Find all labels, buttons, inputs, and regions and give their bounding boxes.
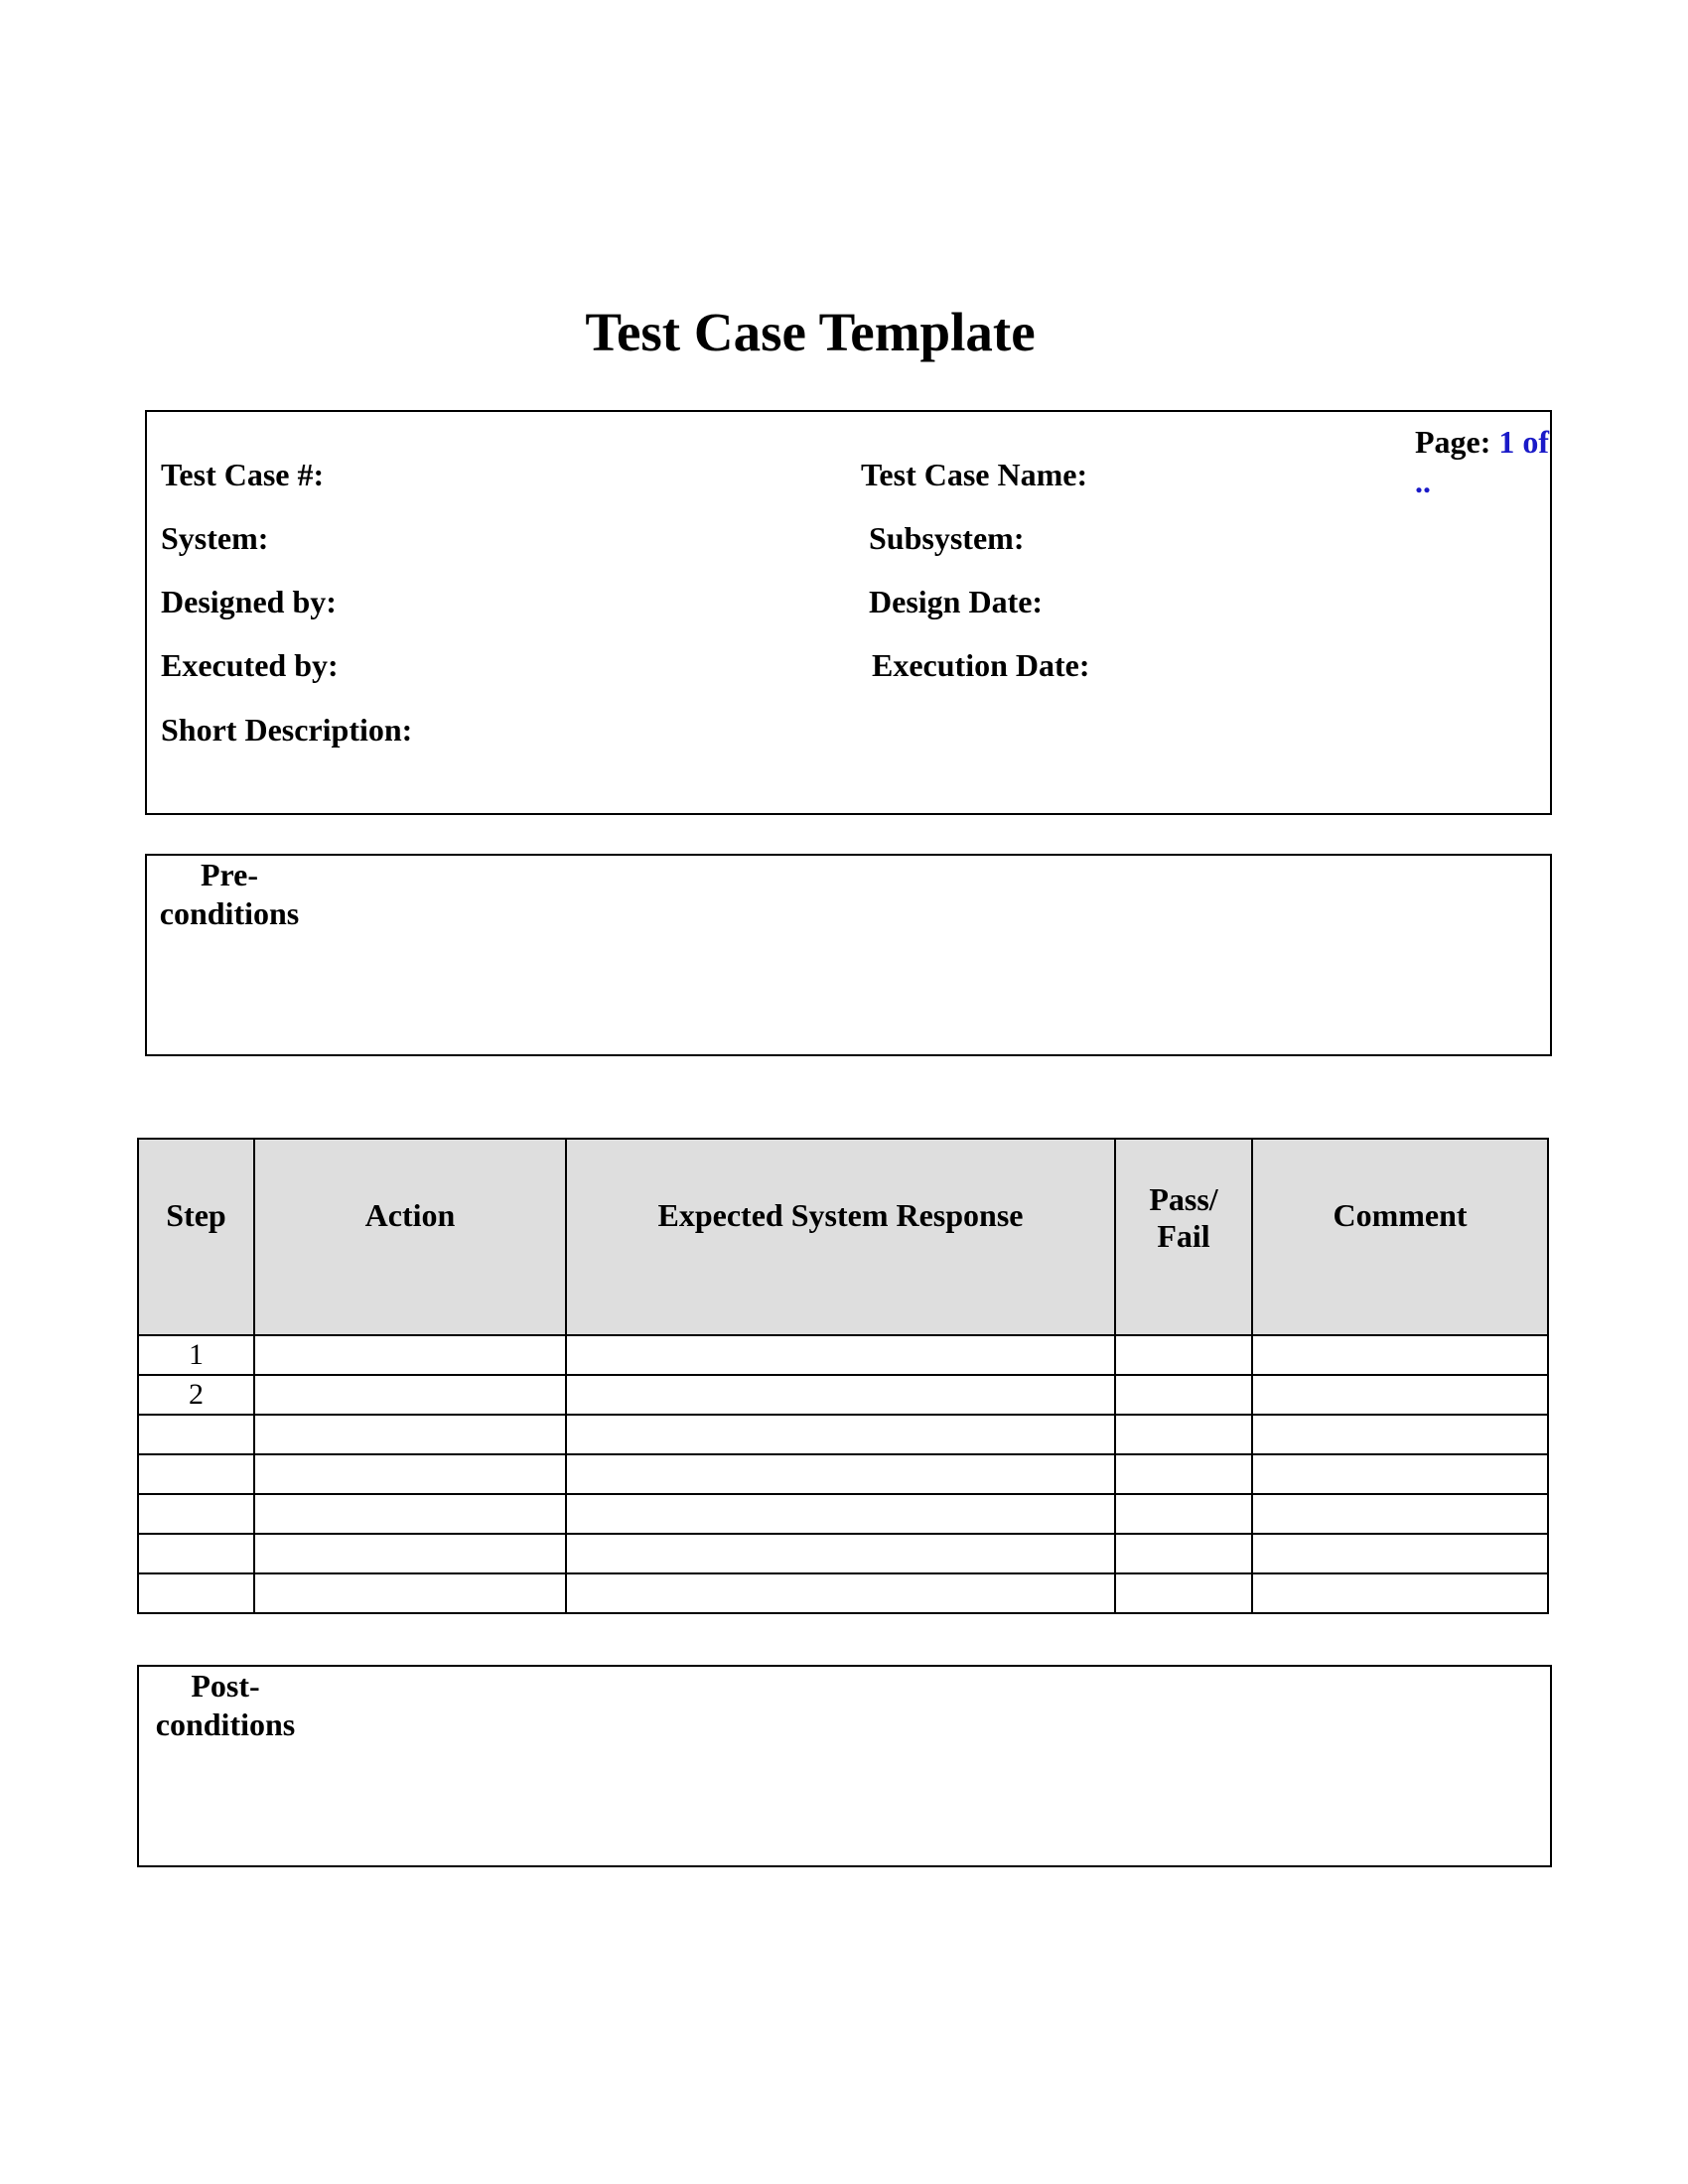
execution-date-label: Execution Date: — [872, 647, 1090, 683]
column-header-step: Step — [138, 1139, 254, 1335]
test-steps-table — [137, 1138, 1549, 1614]
pass-fail-cell[interactable] — [1115, 1335, 1252, 1375]
expected-response-cell[interactable] — [566, 1415, 1115, 1454]
step-cell — [138, 1494, 254, 1534]
postconditions-label-line1: Post- — [191, 1668, 260, 1704]
table-header-row — [138, 1139, 1548, 1335]
comment-cell[interactable] — [1252, 1454, 1548, 1494]
expected-response-cell[interactable] — [566, 1375, 1115, 1415]
expected-response-cell[interactable] — [566, 1494, 1115, 1534]
pass-fail-cell[interactable] — [1115, 1454, 1252, 1494]
pass-fail-cell[interactable] — [1115, 1494, 1252, 1534]
action-cell[interactable] — [254, 1454, 566, 1494]
page-value: 1 of — [1498, 424, 1550, 460]
short-description-label: Short Description: — [161, 712, 413, 748]
expected-response-cell[interactable] — [566, 1454, 1115, 1494]
pass-fail-cell[interactable] — [1115, 1534, 1252, 1573]
preconditions-box — [145, 854, 1552, 1056]
action-cell[interactable] — [254, 1573, 566, 1613]
table-row — [138, 1534, 1548, 1573]
action-cell[interactable] — [254, 1534, 566, 1573]
expected-response-cell[interactable] — [566, 1335, 1115, 1375]
document-title: Test Case Template — [585, 302, 1036, 362]
action-cell[interactable] — [254, 1494, 566, 1534]
preconditions-label — [155, 856, 304, 933]
subsystem-label: Subsystem: — [869, 520, 1025, 556]
page-indicator — [1415, 422, 1564, 501]
comment-cell[interactable] — [1252, 1534, 1548, 1573]
postconditions-label-line2: conditions — [155, 1706, 296, 1742]
step-cell — [138, 1454, 254, 1494]
column-header-pass-fail: Pass/ Fail — [1115, 1139, 1252, 1335]
page-value-total: .. — [1415, 464, 1431, 499]
comment-cell[interactable] — [1252, 1335, 1548, 1375]
system-label: System: — [161, 520, 269, 556]
postconditions-box — [137, 1665, 1552, 1867]
test-case-info-box — [145, 410, 1552, 815]
table-row — [138, 1573, 1548, 1613]
expected-response-cell[interactable] — [566, 1534, 1115, 1573]
page-label: Page: — [1415, 424, 1491, 460]
preconditions-label-line2: conditions — [159, 895, 300, 931]
executed-by-label: Executed by: — [161, 647, 339, 683]
column-header-action: Action — [254, 1139, 566, 1335]
comment-cell[interactable] — [1252, 1415, 1548, 1454]
step-cell: 2 — [138, 1375, 254, 1415]
step-cell — [138, 1573, 254, 1613]
column-header-expected-response: Expected System Response — [566, 1139, 1115, 1335]
pass-fail-cell[interactable] — [1115, 1415, 1252, 1454]
table-row — [138, 1415, 1548, 1454]
step-cell — [138, 1415, 254, 1454]
expected-response-cell[interactable] — [566, 1573, 1115, 1613]
pass-fail-cell[interactable] — [1115, 1573, 1252, 1613]
column-header-comment: Comment — [1252, 1139, 1548, 1335]
comment-cell[interactable] — [1252, 1573, 1548, 1613]
action-cell[interactable] — [254, 1415, 566, 1454]
preconditions-label-line1: Pre- — [200, 857, 259, 892]
pass-fail-cell[interactable] — [1115, 1375, 1252, 1415]
designed-by-label: Designed by: — [161, 584, 337, 619]
test-case-name-label: Test Case Name: — [861, 457, 1088, 492]
comment-cell[interactable] — [1252, 1494, 1548, 1534]
table-row — [138, 1335, 1548, 1375]
step-cell: 1 — [138, 1335, 254, 1375]
table-row — [138, 1375, 1548, 1415]
action-cell[interactable] — [254, 1335, 566, 1375]
action-cell[interactable] — [254, 1375, 566, 1415]
table-row — [138, 1494, 1548, 1534]
comment-cell[interactable] — [1252, 1375, 1548, 1415]
postconditions-label — [151, 1667, 300, 1744]
step-cell — [138, 1534, 254, 1573]
table-row — [138, 1454, 1548, 1494]
design-date-label: Design Date: — [869, 584, 1044, 619]
test-case-number-label: Test Case #: — [161, 457, 325, 492]
